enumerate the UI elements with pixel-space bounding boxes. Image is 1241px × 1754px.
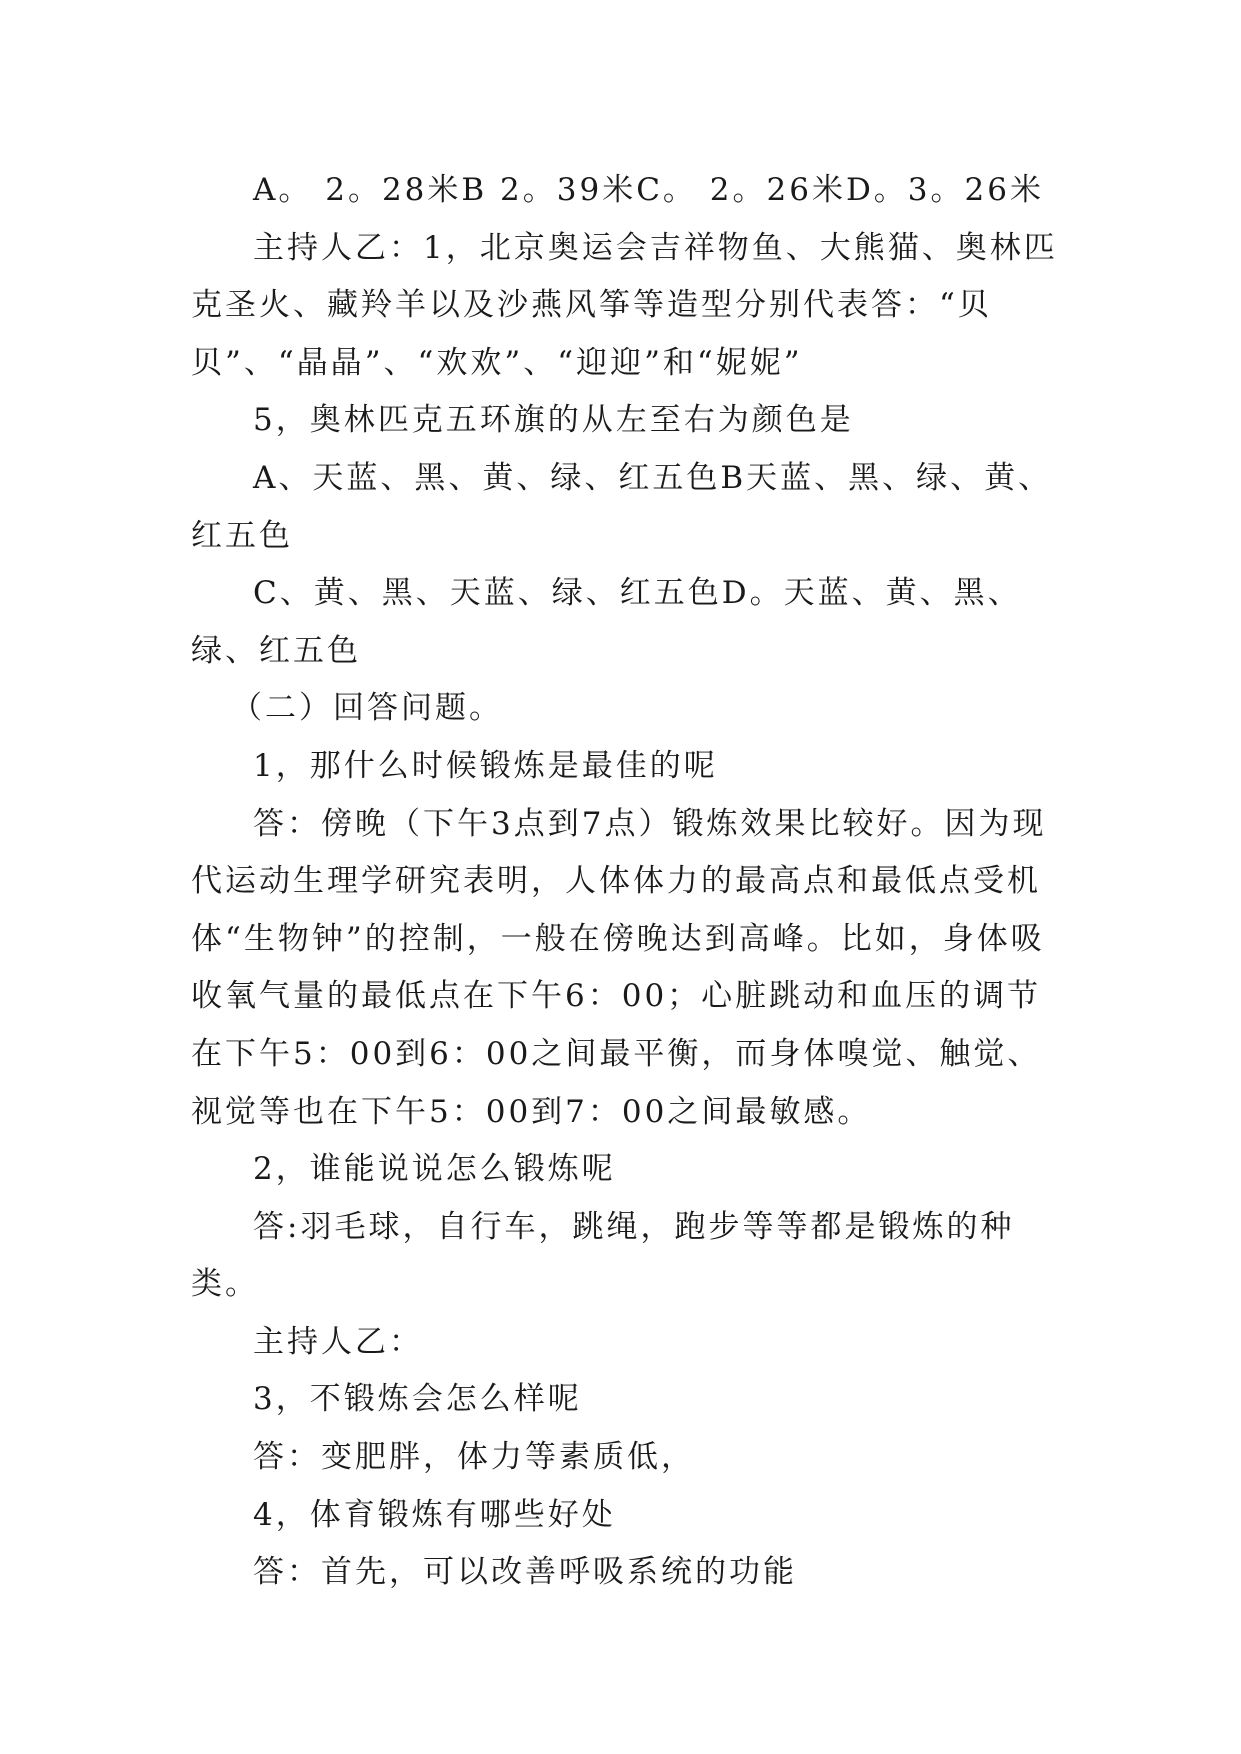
question-best-time: 1，那什么时候锻炼是最佳的呢 — [253, 747, 718, 784]
options-cd-rings: C、黄、黑、天蓝、绿、红五色D。天蓝、黄、黑、绿、红五色 — [191, 575, 1022, 669]
host-label: 主持人乙： — [253, 1323, 423, 1360]
answer-how-exercise: 答:羽毛球，自行车，跳绳，跑步等等都是锻炼的种类。 — [191, 1208, 1015, 1303]
question-no-exercise: 3，不锻炼会怎么样呢 — [253, 1381, 582, 1418]
section-heading: （二）回答问题。 — [231, 690, 503, 727]
options-ab-rings: A、天蓝、黑、黄、绿、红五色B天蓝、黑、绿、黄、红五色 — [191, 459, 1053, 554]
question-benefits: 4，体育锻炼有哪些好处 — [253, 1496, 616, 1533]
question-olympic-rings: 5，奥林匹克五环旗的从左至右为颜色是 — [253, 402, 854, 439]
question-how-exercise: 2，谁能说说怎么锻炼呢 — [253, 1151, 616, 1188]
host-question-mascots: 主持人乙：1，北京奥运会吉祥物鱼、大熊猫、奥林匹克圣火、藏羚羊以及沙燕风筝等造型分别代表答：“贝贝”、“晶晶”、“欢欢”、“迎迎”和“妮妮” — [191, 229, 1058, 381]
answer-no-exercise: 答：变肥胖，体力等素质低， — [253, 1439, 695, 1476]
answer-benefits: 答：首先，可以改善呼吸系统的功能 — [253, 1554, 797, 1591]
document-body — [191, 162, 1071, 1602]
answer-best-time: 答：傍晚（下午3点到7点）锻炼效果比较好。因为现代运动生理学研究表明，人体体力的最高点和最低点受机体“生物钟”的控制，一般在傍晚达到高峰。比如，身体吸收氧气量的最低点在下午6：00；心脏跳动和血压的调节在下午5：00到6：00之间最平衡，而身体嗅觉、触觉、视觉等也在下午5：00到7：00之间最敏感。 — [191, 805, 1047, 1130]
option-line-height: A。 2。28米B 2。39米C。 2。26米D。3。26米 — [253, 172, 1044, 208]
